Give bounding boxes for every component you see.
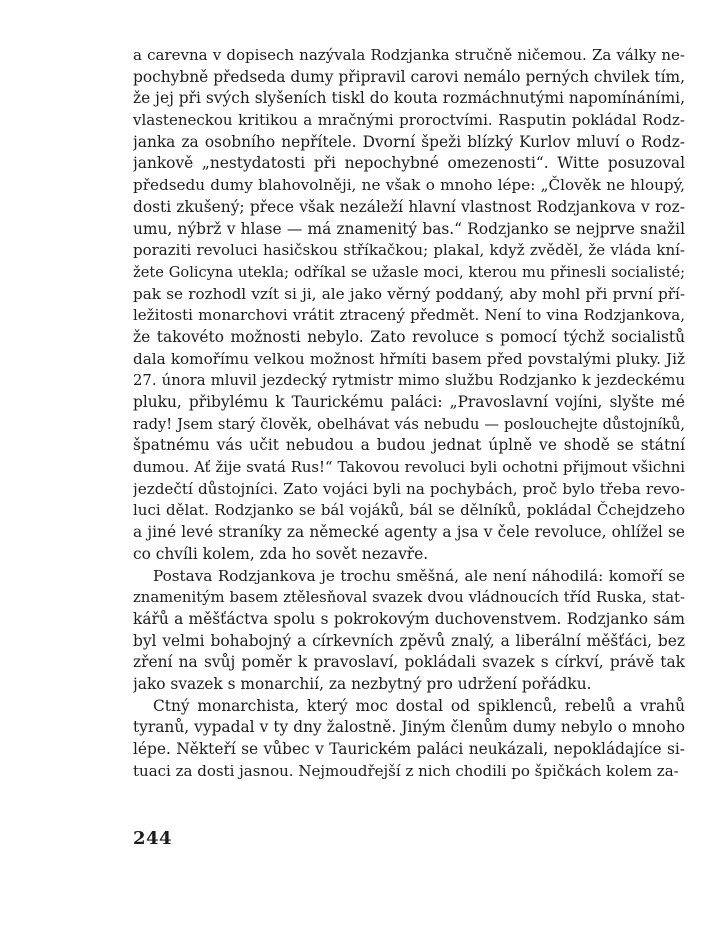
text-line: rady! Jsem starý člověk, obelhávat vás nebudu — poslouchejte důstojníků, — [133, 415, 685, 433]
text-line: dosti zkušený; přece však nezáleží hlavní vlastnost Rodzjankova v roz- — [133, 197, 685, 216]
text-line: luci dělat. Rodzjanko se bál vojáků, bál se dělníků, pokládal Čchejdzeho — [133, 501, 685, 520]
text-line: tuaci za dosti jasnou. Nejmoudřejší z nich chodili po špičkách kolem za- — [133, 761, 679, 780]
text-line: předsedu dumy blahovolněji, ne však o mnoho lépe: „Člověk ne hloupý, — [133, 176, 685, 195]
text-line: lépe. Někteří se vůbec v Taurickém paláci neukázali, nepokládajíce si- — [133, 740, 685, 758]
paragraph — [133, 45, 685, 566]
text-line: pluku, přibylému k Taurickému paláci: „Pravoslavní vojíni, slyšte mé — [133, 393, 685, 411]
text-line: jezdečtí důstojníci. Zato vojáci byli na pochybách, proč bylo třeba revo- — [133, 479, 685, 498]
text-line: zření na svůj poměr k pravoslaví, pokládali svazek s církví, právě tak — [133, 653, 685, 672]
paragraph — [133, 696, 685, 783]
text-line: jako svazek s monarchií, za nezbytný pro udržení pořádku. — [133, 674, 592, 693]
text-line: 27. února mluvil jezdecký rytmistr mimo službu Rodzjanko k jezdeckému — [133, 372, 685, 390]
text-line: špatnému vás učit nebudou a budou jednat úplně ve shodě se státní — [133, 436, 685, 455]
text-line: pochybně předseda dumy připravil carovi nemálo perných chvilek tím, — [133, 67, 685, 86]
text-line: a jiné levé straníky za německé agenty a jsa v čele revoluce, ohlížel se — [133, 523, 685, 542]
text-line: Ctný monarchista, který moc dostal od spiklenců, rebelů a vrahů — [153, 696, 685, 715]
text-line: že jej při svých slyšeních tiskl do kouta rozmáchnutými napomínáními, — [133, 89, 685, 108]
text-line: dala komořímu velkou možnost hřmíti basem před povstalými pluky. Již — [133, 349, 685, 368]
text-line: tyranů, vypadal v ty dny žalostně. Jiným členům dumy nebylo o mnoho — [133, 718, 685, 737]
text-line: co chvíli kolem, zda ho sovět nezavře. — [133, 544, 429, 563]
text-line: jankově „nestydatosti při nepochybné omezenosti“. Witte posuzoval — [133, 154, 685, 173]
text-line: žete Golicyna utekla; odříkal se užasle moci, kterou mu přinesli socialisté; — [133, 263, 685, 281]
text-line: kářů a měšťáctva spolu s pokrokovým duchovenstvem. Rodzjanko sám — [133, 609, 685, 628]
text-line: janka za osobního nepřítele. Dvorní špeži blízký Kurlov mluví o Rodz- — [133, 132, 685, 151]
text-line: a carevna v dopisech nazývala Rodzjanka stručně ničemou. Za války ne- — [133, 46, 685, 64]
text-line: pak se rozhodl vzít si ji, ale jako věrný poddaný, aby mohl při první pří- — [133, 284, 685, 303]
text-line: poraziti revoluci hasičskou stříkačkou; plakal, když zvěděl, že vláda kní- — [133, 241, 685, 260]
paragraph — [133, 566, 685, 696]
page-number: 244 — [133, 828, 173, 849]
text-line: byl velmi bohabojný a církevních zpěvů znalý, a liberální měšťáci, bez — [133, 631, 685, 650]
body-text — [133, 45, 685, 782]
text-line: znamenitým basem ztělesňoval svazek dvou vládnoucích tříd Ruska, stat- — [133, 589, 685, 607]
text-line: umu, nýbrž v hlase — má znamenitý bas.“ Rodzjanko se nejprve snažil — [133, 219, 685, 238]
text-line: dumou. Ať žije svatá Rus!“ Takovou revoluci byli ochotni přijmout všichni — [133, 459, 685, 477]
text-line: Postava Rodzjankova je trochu směšná, ale není náhodilá: komoří se — [153, 566, 685, 585]
text-line: ležitosti monarchovi vrátit ztracený předmět. Není to vina Rodzjankova, — [133, 306, 685, 325]
text-line: že takovéto možnosti nebylo. Zato revoluce s pomocí týchž socialistů — [133, 327, 685, 346]
text-line: vlasteneckou kritikou a mračnými proroctvími. Rasputin pokládal Rodz- — [133, 111, 685, 130]
